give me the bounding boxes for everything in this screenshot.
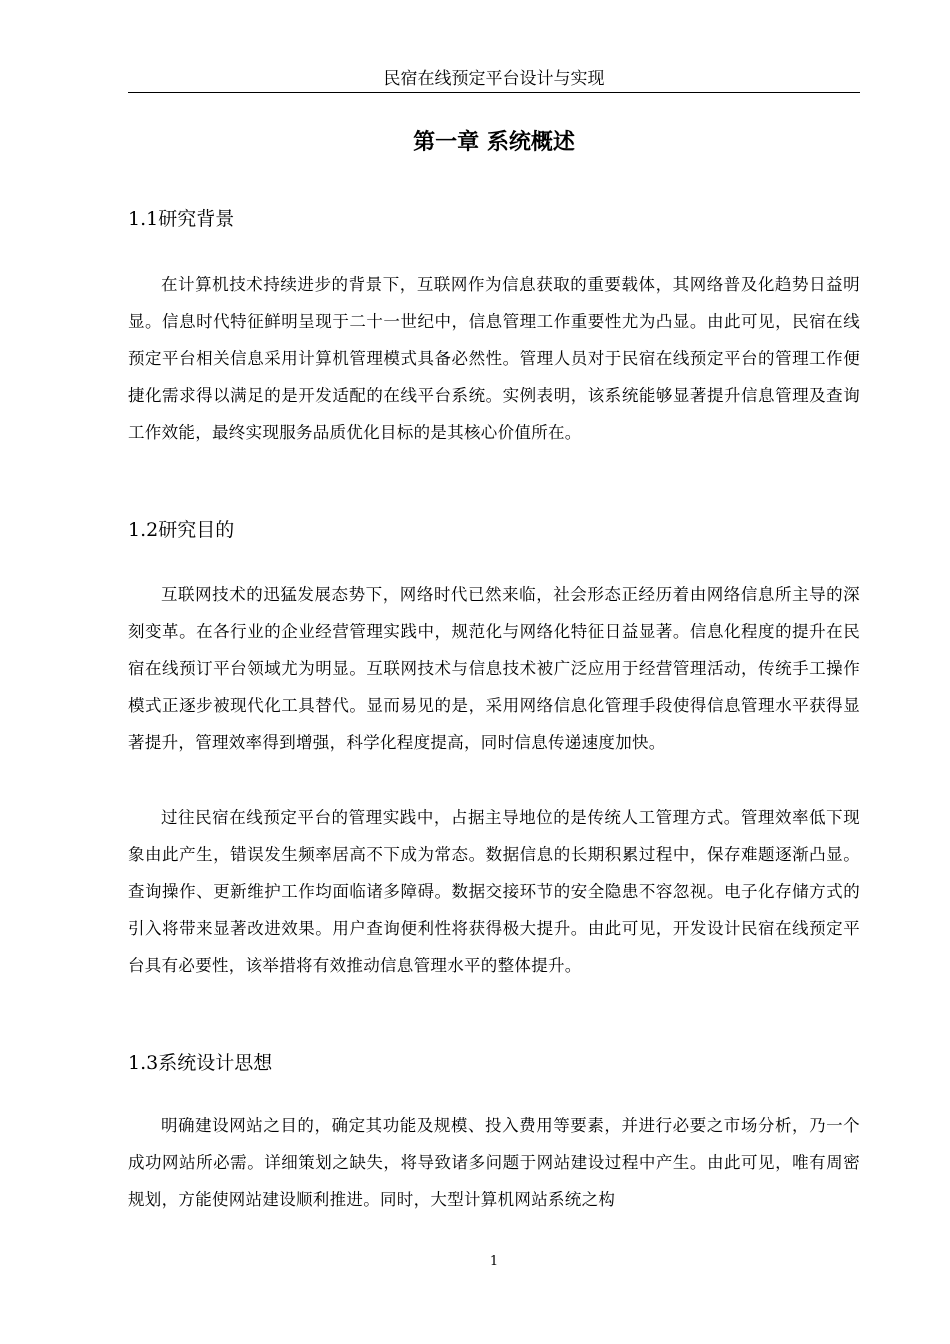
page-number: 1 (489, 1254, 499, 1269)
section-title: 研究目的 (158, 519, 235, 541)
section-heading-1-1 (128, 206, 860, 232)
header-rule (128, 92, 860, 93)
running-header: 民宿在线预定平台设计与实现 (383, 69, 605, 89)
section-heading-1-2 (128, 517, 860, 543)
section-title: 研究背景 (158, 208, 235, 230)
chapter-title: 第一章 系统概述 (413, 130, 575, 155)
section-number: 1.2 (128, 519, 159, 541)
paragraph: 在计算机技术持续进步的背景下，互联网作为信息获取的重要载体，其网络普及化趋势日益明显。信息时代特征鲜明呈现于二十一世纪中，信息管理工作重要性尤为凸显。由此可见，民宿在线预定平台相关信息采用计算机管理模式具备必然性。管理人员对于民宿在线预定平台的管理工作便捷化需求得以满足的是开发适配的在线平台系统。实例表明，该系统能够显著提升信息管理及查询工作效能，最终实现服务品质优化目标的是其核心价值所在。 (128, 275, 860, 442)
paragraph: 过往民宿在线预定平台的管理实践中，占据主导地位的是传统人工管理方式。管理效率低下现象由此产生，错误发生频率居高不下成为常态。数据信息的长期积累过程中，保存难题逐渐凸显。查询操作、更新维护工作均面临诸多障碍。数据交接环节的安全隐患不容忽视。电子化存储方式的引入将带来显著改进效果。用户查询便利性将获得极大提升。由此可见，开发设计民宿在线预定平台具有必要性，该举措将有效推动信息管理水平的整体提升。 (128, 808, 860, 975)
section-title: 系统设计思想 (158, 1052, 273, 1074)
paragraph: 明确建设网站之目的，确定其功能及规模、投入费用等要素，并进行必要之市场分析，乃一个成功网站所必需。详细策划之缺失，将导致诸多问题于网站建设过程中产生。由此可见，唯有周密规划，方能使网站建设顺利推进。同时，大型计算机网站系统之构 (128, 1116, 860, 1209)
section-number: 1.1 (128, 208, 159, 230)
paragraph: 互联网技术的迅猛发展态势下，网络时代已然来临，社会形态正经历着由网络信息所主导的深刻变革。在各行业的企业经营管理实践中，规范化与网络化特征日益显著。信息化程度的提升在民宿在线预订平台领域尤为明显。互联网技术与信息技术被广泛应用于经营管理活动，传统手工操作模式正逐步被现代化工具替代。显而易见的是，采用网络信息化管理手段使得信息管理水平获得显著提升，管理效率得到增强，科学化程度提高，同时信息传递速度加快。 (128, 585, 860, 752)
section-number: 1.3 (128, 1052, 159, 1074)
section-heading-1-3 (128, 1050, 860, 1076)
